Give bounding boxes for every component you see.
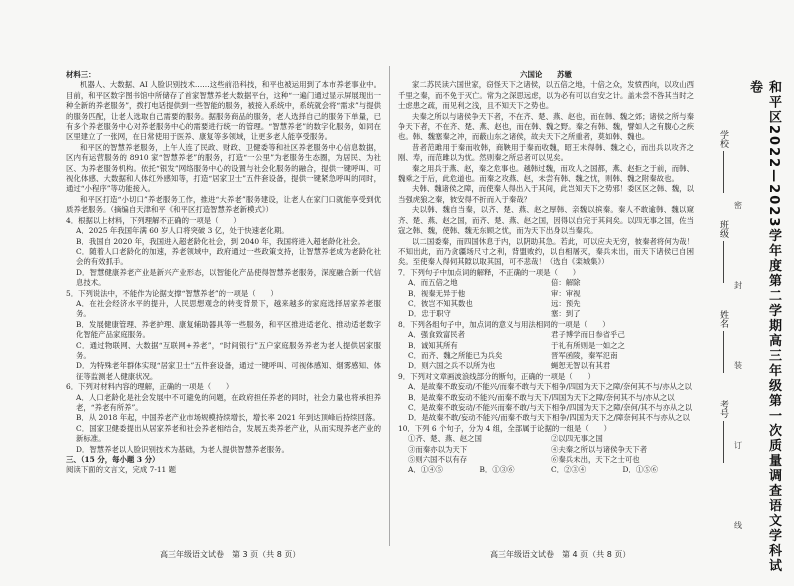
q7-row <box>398 309 694 319</box>
q9-option-c: C．是故秦不敢妄动/不能兴而秦不敢/与天下相争/四国为天下之障/奈何/其不与亦从之以 <box>408 403 693 412</box>
q10-item: ④夫秦之所以与诸侯争天下者 <box>551 444 648 454</box>
seal-mark: 订 <box>734 441 742 450</box>
q7-item: D．忠于职守 <box>408 309 451 319</box>
seal-mark: 密 <box>734 201 742 210</box>
class-field[interactable] <box>717 220 730 283</box>
q9-option-d: D．是故秦不敢/妄动不能兴/而秦不敢与天下相争/四国为天下之/障奈何其不与亦从之以 <box>408 413 690 423</box>
page-4-footer: 高三年级语文试卷 第 4 页（共 8 页） <box>490 550 631 559</box>
class-blank[interactable] <box>723 241 724 283</box>
q5-option-c: C．通过物联网、大数据“互联网+养老”，“时间银行”五户家庭服务养老为老人提供居家服务。 <box>76 340 381 360</box>
q10-row <box>398 434 694 444</box>
school-field[interactable] <box>717 130 730 193</box>
q5-option-d: D．为特殊老年群体实现“居家卫士”五件套设备，通过一键呼叫、可视体感知、烟雾感知、体征等监测老人健康状况。 <box>76 361 381 381</box>
q7-item: B．视秦无异于他 <box>408 288 466 298</box>
exam-title: 和平区2022—2023学年度第二学期高三年级第一次质量调查语文学科试卷 <box>747 80 781 574</box>
name-field[interactable] <box>717 310 730 373</box>
school-label: 学校 <box>718 130 728 148</box>
q5-option-a: A．在社会经济水平的提升，人民思想观念的转变背景下，越来越多的家庭选择居家养老服务。 <box>76 298 381 319</box>
question-4: 4．根据以上材料，下列理解不正确的一项是（ ） <box>66 215 241 225</box>
q8-item: A．强食致富民者 <box>408 330 466 340</box>
q10-item: ⑤则六国不以有存 <box>408 455 468 465</box>
q7-gloss: 审：审视 <box>551 288 581 298</box>
passage-paragraph: 以二国委秦，而四国休息于内，以阴助其急。若此，可以应夫无穷，彼秦者将何为哉！不知出此，而乃贪疆场尺寸之利，背盟败约，以自相屠灭，秦兵未出，而天下诸侯已自困矣。至使秦人得伺其隙以取其国，可不悲哉！（选自《栾城集》） <box>398 236 694 267</box>
exam-number-label: 考号 <box>718 400 728 418</box>
column-divider <box>389 66 390 546</box>
question-8: 8．下列各组句子中，加点词的意义与用法相同的一项是（ ） <box>398 319 610 329</box>
q9-option-b: B．是故秦不敢妄动不能兴/而秦不敢与天下/四国为天下之障/奈何其不与/亦从之以 <box>408 392 675 402</box>
q6-option-c: C．国家卫健委提出从居家养老和社会养老相结合，发展五类养老产业，从而实现养老产业的新标准。 <box>76 423 381 444</box>
seal-mark: 封 <box>734 281 742 290</box>
q8-item: 蝇恕无智以有其君 <box>551 361 611 371</box>
school-blank[interactable] <box>723 151 724 193</box>
q4-option-d: D．智慧健康养老产业是新兴产业形态，以智能化产品使得智慧养老服务，深度融合新一代信息技术。 <box>76 267 381 288</box>
q8-row <box>398 341 694 351</box>
question-10: 10．下列 6 个句子，分为 4 组，全部属于论据的一组是（ ） <box>398 423 611 433</box>
passage-paragraph: 秦之用兵于燕、赵，秦之危事也。越韩过魏，而攻人之国都，燕、赵拒之于前，而韩、魏乘之于后，此危道也。而秦之攻燕、赵，未尝有韩、魏之忧，则韩、魏之附秦故也。 <box>398 163 694 184</box>
question-6: 6．下列对材料内容的理解，正确的一项是（ ） <box>66 382 234 392</box>
page-3-footer: 高三年级语文试卷 第 3 页（共 8 页） <box>160 550 301 559</box>
q7-gloss: 倍：解除 <box>551 278 581 288</box>
q4-option-c: C．随着人口老龄化的加速，养老领域中，政府通过一些政策支持，让智慧养老成为老龄化社会的有效抓手。 <box>76 246 381 267</box>
q6-option-a: A．人口老龄化是社会发展中不可避免的问题，在政府担任养老的同时，社会力量也将承担养老，“养老有所养”。 <box>76 392 381 412</box>
name-blank[interactable] <box>723 331 724 373</box>
q6-option-d: D．智慧养老以人脸识别技术为基础，为老人提供智慧养老服务。 <box>76 444 289 454</box>
q10-option-c: C．②③④ <box>551 465 587 475</box>
q7-gloss: 塞：到了 <box>551 309 581 319</box>
q10-options <box>398 465 694 475</box>
q10-item: ①齐、楚、燕、赵之国 <box>408 434 482 444</box>
q7-gloss: 远：预先 <box>551 298 581 308</box>
q10-item: ⑥秦兵未出，天下之士可也 <box>551 455 640 465</box>
question-9: 9．下列对文章画波浪线部分的断句，正确的一项是（ ） <box>398 371 595 381</box>
q8-item: 君子博学而日参省乎己 <box>551 330 625 340</box>
section-3-heading: 三、（15 分，每小题 3 分） <box>66 455 160 465</box>
exam-number-field[interactable] <box>717 400 730 463</box>
q10-row <box>398 445 694 455</box>
q4-option-b: B．我国自 2020 年，我国进入超老龄化社会，到 2040 年，我国将进入超老龄化社会。 <box>76 236 365 246</box>
q8-row <box>398 361 694 371</box>
material-paragraph: 和平区打造“小切口”养老服务工作，推进“大养老”服务建设，让老人在家门口就能享受到优质养老服务。（摘编自天津和平《和平区打造智慧养老新模式》） <box>66 194 381 215</box>
q7-row <box>398 289 694 299</box>
q10-option-a: A．①④⑤ <box>408 465 443 475</box>
passage-paragraph: 昔者范雎用于秦而收韩，商鞅用于秦而收魏，昭王未得韩、魏之心，而出兵以攻齐之刚、寿，而范雎以为忧。然则秦之所忌者可以见矣。 <box>398 142 694 163</box>
passage-title: 六国论 苏辙 <box>520 70 572 79</box>
passage-paragraph: 家二苏民读六国世家，窃怪天下之诸侯，以五倍之地，十倍之众，发愤西向，以攻山西千里之秦，而不免于灭亡。常为之深思远虑，以为必有可以自安之计。盖未尝不咎其当时之士虑患之疏，而见利之浅，且不知天下之势也。 <box>398 80 694 111</box>
q7-row <box>398 299 694 309</box>
passage-paragraph: 夫以韩、魏自当秦，以齐、楚、燕、赵之厚韩、亲魏以摈秦。秦人不敢逾韩、魏以窥齐、楚、燕、赵之国，而齐、楚、燕、赵之国，因得以自完于其间矣。以四无事之国，佐当寇之韩、魏，使韩、魏无东顾之忧，而为天下出身以当秦兵。 <box>398 205 694 236</box>
name-label: 姓名 <box>718 310 728 328</box>
q8-row <box>398 330 694 340</box>
material-paragraph: 和平区的智慧养老服务，上午人连了民政、财政、卫健委等和社区养老服务中心信息数据，区内有运营服务的 8910 家“智慧养老”的服务，打造“一公里”为老服务生态圈，为居民、为社区、为养老服务机构。依托“银发”网络服务中心的设置与社会化服务的融合，提供一键呼叫、可视化体感、大数据和人体红外感知等，打造“居家卫士”五件套设备，提供一键紧急呼叫的同时，通过“小程序”等功能接入。 <box>66 142 381 194</box>
seal-mark: 装 <box>734 361 742 370</box>
q10-item: ③而秦亦以为天下 <box>408 444 468 454</box>
section-3-instruction: 阅读下面的文言文，完成 7-11 题 <box>66 465 176 475</box>
q8-item: D．则六国之兵不以所为也 <box>408 361 496 371</box>
exam-number-blank[interactable] <box>723 421 724 463</box>
question-5: 5．下列说法中，不能作为论据支撑“智慧养老”的一项是（ ） <box>66 288 278 298</box>
q4-option-a: A．2025 年我国年满 60 岁人口将突破 3 亿，处于快速老化期。 <box>76 226 289 236</box>
passage-paragraph: 夫秦之所以与诸侯争天下者，不在齐、楚、燕、赵也，而在韩、魏之郊；诸侯之所与秦争天下者，不在齐、楚、燕、赵也，而在韩、魏之野。秦之有韩、魏，譬如人之有腹心之疾也。韩、魏塞秦之冲，而蔽山东之诸侯，故夫天下之所重者，莫如韩、魏也。 <box>398 111 694 142</box>
q8-row <box>398 351 694 361</box>
q10-option-d: D．①⑤⑥ <box>622 465 658 475</box>
q7-item: C．彼岂不知其数也 <box>408 298 473 308</box>
material-paragraph: 机器人、大数据、AI 人脸识别技术……这些前沿科技，和平也被运用到了本市养老事业中。目前，和平区数字图书馆中所储存了首家智慧养老大数据平台，这种“一遍门通过显示屏展现出一种全新的养老服务”，拨打电话提供到一些智能的服务，被接入系统中，系统就会将“需求”与提供的服务匹配，让老人选取自己需要的服务。据服务商品的服务，老人选择自己的服务下单量，已有多个养老服务中心对养老服务中心的需要进行统一的管理。“智慧养老”的数字化服务，如同在区里建立了一张网，在日常使用于医养、康复等多领域，让更多老人能享受服务。 <box>66 80 381 142</box>
class-label: 班级 <box>718 220 728 238</box>
q8-item: 晋军函陵，秦军氾南 <box>551 350 618 360</box>
q8-item: B．诚知其所有 <box>408 340 458 350</box>
q10-item: ②以四无事之国 <box>551 434 603 444</box>
material-heading: 材料三： <box>66 70 96 79</box>
q9-option-a: A．是故秦不敢妄动/不能兴/而秦不敢与天下相争/四国为天下之障/奈何其不与/亦从之以 <box>408 382 692 392</box>
q10-row <box>398 455 694 465</box>
question-7: 7．下列句子中加点词的解释，不正确的一项是（ ） <box>398 267 581 277</box>
q6-option-b: B．从 2018 年起，中国养老产业市场规模持续增长，增长率 2021 年到达顶峰后持续回落。 <box>76 413 380 423</box>
seal-mark: 线 <box>734 521 742 530</box>
page-3-content <box>66 70 381 476</box>
passage-paragraph: 夫韩、魏诸侯之障，而使秦人得出入于其间，此岂知天下之势邪！委区区之韩、魏，以当强虎狼之秦，彼安得不折而入于秦哉？ <box>398 184 694 204</box>
q7-item: A．而五倍之地 <box>408 278 458 288</box>
q8-item: C．而齐、魏之所能已为兵矣 <box>408 350 503 360</box>
q8-item: 于礼有所则是一如之之 <box>551 340 625 350</box>
q7-row <box>398 278 694 288</box>
page-4-content <box>398 70 694 476</box>
q5-option-b: B．发展健康管理、养老护理、康复辅助器具等一些服务，和平区推进适老化、推动适老数字化智能产品家庭服务。 <box>76 319 381 340</box>
q10-option-b: B．①③⑥ <box>479 465 515 475</box>
